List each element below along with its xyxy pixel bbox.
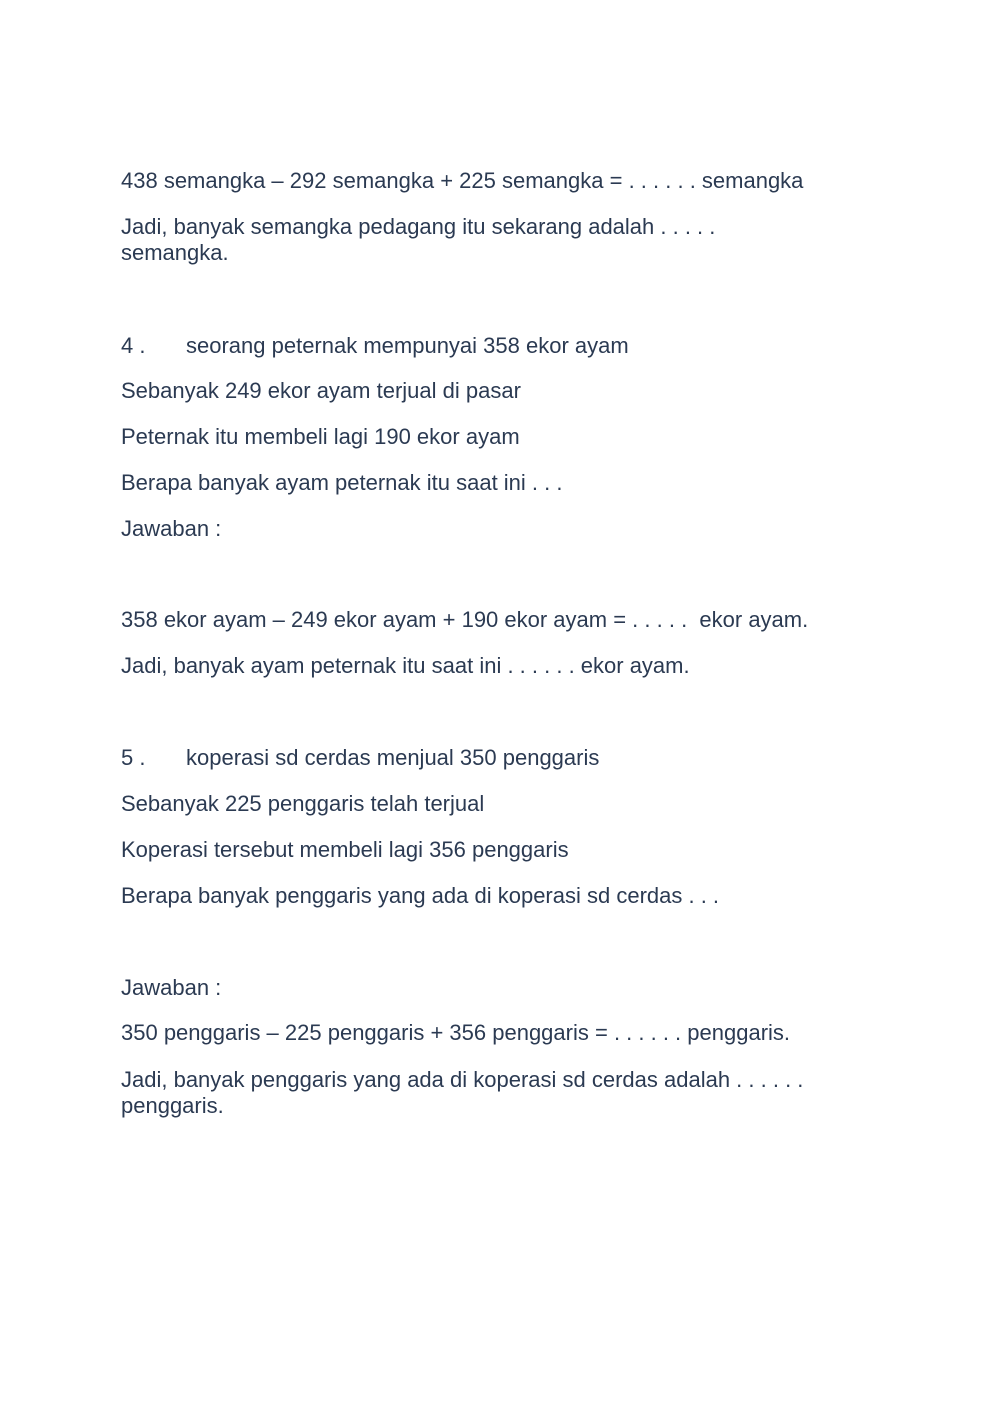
question-5-text: koperasi sd cerdas menjual 350 penggaris (186, 745, 600, 770)
question-5-question: Berapa banyak penggaris yang ada di koperasi sd cerdas . . . (121, 883, 720, 908)
question-4-line-3: Peternak itu membeli lagi 190 ekor ayam (121, 424, 520, 449)
question-5-line-3: Koperasi tersebut membeli lagi 356 penggaris (121, 837, 569, 862)
question-5-answer-label: Jawaban : (121, 975, 222, 1000)
question-5-equation: 350 penggaris – 225 penggaris + 356 penggaris = . . . . . . penggaris. (121, 1020, 791, 1045)
watermelon-equation: 438 semangka – 292 semangka + 225 semangka = . . . . . . semangka (121, 168, 804, 193)
watermelon-conclusion: Jadi, banyak semangka pedagang itu sekarang adalah . . . . . semangka. (121, 214, 716, 265)
question-4-number: 4 . (121, 333, 146, 358)
question-4-conclusion: Jadi, banyak ayam peternak itu saat ini . . . . . . ekor ayam. (121, 653, 690, 678)
question-5-conclusion: Jadi, banyak penggaris yang ada di koperasi sd cerdas adalah . . . . . . penggaris. (121, 1067, 804, 1118)
question-4-line-1 (121, 333, 861, 359)
question-4-answer-label: Jawaban : (121, 516, 222, 541)
question-4-equation: 358 ekor ayam – 249 ekor ayam + 190 ekor ayam = . . . . . ekor ayam. (121, 607, 809, 632)
question-4-text: seorang peternak mempunyai 358 ekor ayam (186, 333, 629, 358)
question-4-line-2: Sebanyak 249 ekor ayam terjual di pasar (121, 378, 521, 403)
question-5-number: 5 . (121, 745, 146, 770)
question-4-question: Berapa banyak ayam peternak itu saat ini . . . (121, 470, 563, 495)
question-5-line-2: Sebanyak 225 penggaris telah terjual (121, 791, 485, 816)
question-5-line-1 (121, 745, 861, 771)
